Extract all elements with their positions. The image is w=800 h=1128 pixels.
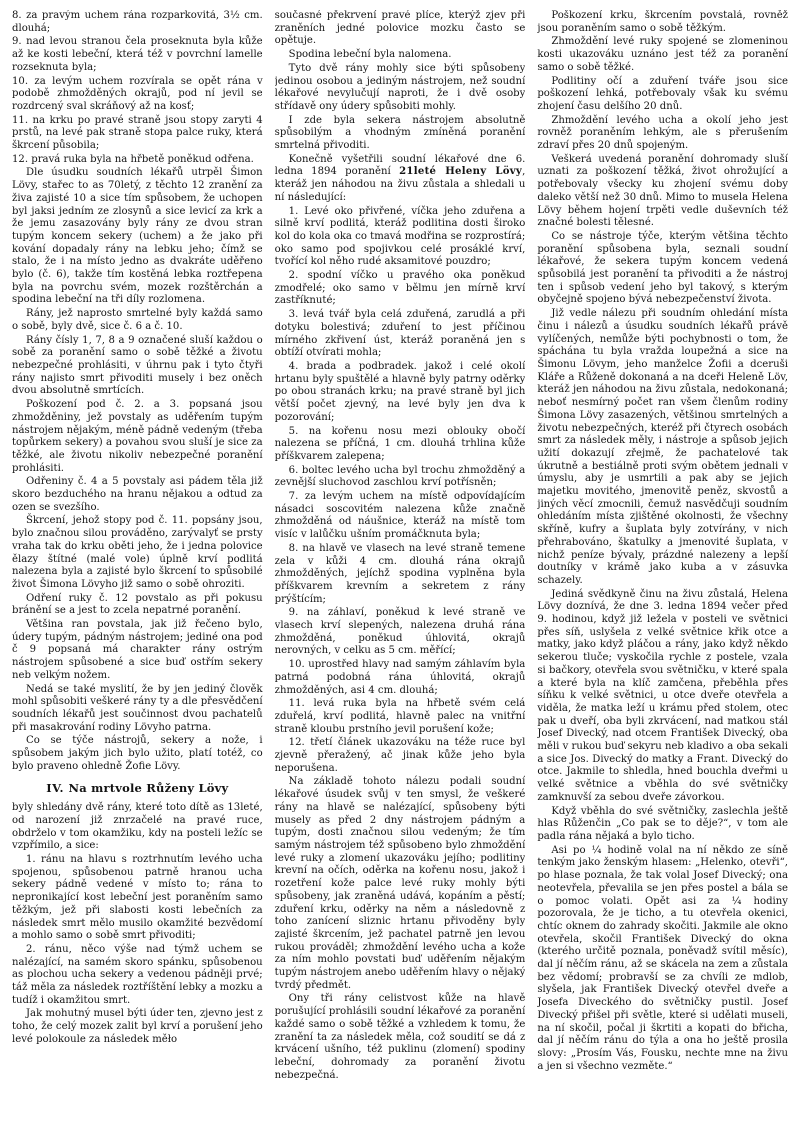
paragraph: Ony tři rány celistvost kůže na hlavě porušující prohlásili soudní lékařové za poranění každé samo o sobě těžké a vzhledem k tomu, že zranění ta za následek měla, což soudití se dá z krvácení ušního, též puklinu (zlomení) spodiny lebeční, dohromady za poranění životu nebezpečná. (274, 993, 526, 1081)
paragraph: současné překrvení pravé plíce, kterýž zjev při zraněních jedné polovice mozku často se opětuje. (274, 10, 526, 47)
victim-name: 21leté Heleny Lövy (399, 166, 523, 178)
paragraph: Tyto dvě rány mohly sice býti spůsobeny jedinou osobou a jediným nástrojem, než soudní lékařové nevylučují naproti, že i dvě osoby střídavě ony údery spůsobiti mohly. (274, 62, 526, 112)
paragraph: 1. ránu na hlavu s roztrhnutím levého ucha spojenou, spůsobenou patrně hranou ucha sekery pádně vedené v místo to; rána to nepronikající kost lebeční jest poraněním samo těžkým, jež při slabosti kosti lebečních za následek smrt mělo musilo okamžité bezvědomí a mohlo samo o sobě smrt přivoditi; (12, 854, 263, 942)
paragraph: Jediná svědkyně činu na živu zůstalá, Helena Lövy doznívá, že dne 3. ledna 1894 večer před 9. hodinou, když již ležela v posteli ve světnici přes síň, uslyšela z velké světnice křik otce a matky, jako když pláčou a rány, jako když někdo sekerou tluče; vyskočila rychle z postele, vzala si bačkory, otevřela svou světničku, v které spala a které byla na klíč zamčena, přeběhla přes síňku k velké světnici, u otce dveře otevřela a viděla, že matka leží u krámu před stolem, otec pak u dveří, oba byli zkrvácení, nad matkou stál Josef Divecký, nad otcem František Divecký, oba měli v rukou buď sekyru neb kladivo a oba sekali a sice Jos. Divecký do matky a Frant. Divecký do otce. Jakmile to shledla, hned bouchla dveřmi u velké světnice a vběhla do své světničky zamknuvší za sebou dveře závorkou. (537, 588, 788, 803)
paragraph: Když vběhla do své světničky, zaslechla ještě hlas Růženčin „Co pak se to děje?“, v tom ale padla rána nějaká a bylo ticho. (537, 805, 788, 842)
paragraph: Zhmoždění levého ucha a okolí jeho jest rovněž poraněním lehkým, ale s přerušením zdraví přes 20 dnů spojeným. (537, 114, 788, 152)
paragraph: 12. třetí článek ukazováku na téže ruce byl zjevně přeražený, ač jinak kůže jeho byla neporušena. (274, 737, 526, 774)
paragraph: 7. za levým uchem na místě odpovídajícím násadci soscovitém nalezena kůže značně zhmožděná od náušnice, kteráž na místě tom visíc v lalůčku ušním promáčknuta byla; (274, 491, 526, 541)
paragraph: Podlitiny očí a zduření tváře jsou sice poškození lehká, potřebovaly však ku svému zhojení času delšího 20 dnů. (537, 75, 788, 112)
paragraph: 2. ránu, něco výše nad týmž uchem se nalézající, na samém skoro spánku, spůsobenou as plochou ucha sekery a vedenou pádněji prvé; táž měla za následek roztříštění lebky a mozku a tudíž i okamžitou smrt. (12, 943, 263, 1006)
paragraph: I zde byla sekera nástrojem absolutně spůsobilým a vhodným zmíněná poranění smrtelná přivoditi. (274, 114, 526, 152)
paragraph: 10. uprostřed hlavy nad samým záhlavím byla patrná podobná rána úhlovitá, okrajů zhmožděných, asi 4 cm. dlouhá; (274, 659, 526, 696)
text-columns (12, 10, 788, 1120)
paragraph: 10. za levým uchem rozvírala se opět rána v podobě zhmožděných okrajů, pod ní jevil se rozdrcený sval skráňový až na kosť; (12, 75, 263, 112)
paragraph: Většina ran povstala, jak již řečeno bylo, údery tupým, pádným nástrojem; jediné ona pod č 9 popsaná má charakter rány ostrým nástrojem spůsobené a sice buď ostřím sekery neb velkým nožem. (12, 619, 263, 681)
text-span: Konečně vyšetřili soudní lékařové dne 6. ledna 1894 poranění (274, 153, 526, 178)
paragraph: 11. levá ruka byla na hřbetě svém celá zduřelá, krví podlitá, hlavně palec na vnitřní straně kloubu prstního jevil porušení kože; (274, 698, 526, 735)
text-span: , kteráž jen náhodou na živu zůstala a shledali u ní následující: (274, 166, 526, 203)
paragraph: byly shledány dvě rány, které toto dítě as 13leté, od narození již znrzačelé na pravé ruce, obdrželo v tom okamžiku, kdy na posteli ležíc se vzpřímilo, a sice: (12, 802, 263, 852)
paragraph: Jak mohutný musel býti úder ten, zjevno jest z toho, že celý mozek zalit byl krví a porušení jeho levé polokoule za následek měło (12, 1008, 263, 1045)
paragraph: 6. boltec levého ucha byl trochu zhmožděný a zevnější sluchovod zaschlou krví potřísněn; (274, 464, 526, 489)
paragraph: Na základě tohoto nálezu podali soudní lékařové úsudek svůj v ten smysl, že veškeré rány na hlavě se nalézající, spůsobeny býti musely as před 2 dny nástrojem pádným a tupým, dosti značnou silou vedeným; že tím samým nástrojem též spůsobeno bylo zhmoždění levé ruky a zlomení ukazováku jejího; podlitiny krevní na očích, oděrka na kořenu nosu, jakož i rozetření kože palce levé ruky mohly býti spůsobeny, jak zraněná udává, kopáním a pěstí; zduření krku, oděrky na něm a následovně z toho zanícení sliznic hrtanu přivoděny byly zajisté škrcením, jež pachatel patrně jen levou rukou prováděl; zhmoždění levého ucha a kože za ním mohlo povstati buď uděřením nějakým tupým nástrojem anebo uděřením hlavy o nějaký tvrdý předmět. (274, 776, 526, 991)
paragraph: Odření ruky č. 12 povstalo as při pokusu bránění se a jest to zcela nepatrné poranění. (12, 592, 263, 617)
paragraph: 8. na hlavě ve vlasech na levé straně temene zela v kůži 4 cm. dlouhá rána okrajů zhmožděných, jejíchž spodina vyplněna byla příškvarem krevním a sekretem z rány prýštícím; (274, 542, 526, 605)
paragraph: Odřeniny č. 4 a 5 povstaly asi pádem těla již skoro bezduchého na hranu nějakou a odtud za ozen se svezšího. (12, 476, 263, 513)
paragraph: Dle úsudku soudních lékařů utrpěl Šimon Lövy, stařec to as 70letý, z těchto 12 zranění za živa zajisté 10 a sice tím spůsobem, že uchopen byl jaksi jedním ze zlosynů a sice levicí za krk a že jemu zasazovány byly rány ze dvou stran tupým koncem sekery (uchem) a že jako při kování dopadaly rány na lebku jeho; čímž se stalo, že i na místo jedno as dvakráte uděřeno bylo (č. 6), takže tím kostěná lebka roztřepena byla na povrchu svém, mozek rozštěrchán a spodina lebeční na tři díly rozlomena. (12, 167, 263, 306)
paragraph: 11. na krku po pravé straně jsou stopy zaryti 4 prstů, na levé pak straně stopa palce ruky, která škrcení působila; (12, 114, 263, 152)
paragraph: Zhmoždění levé ruky spojené se zlomeninou kosti ukazováku uznáno jest též za poranění samo o sobě těžké. (537, 36, 788, 73)
section-heading (12, 782, 263, 795)
paragraph (275, 154, 526, 205)
paragraph: 8. za pravým uchem rána rozparkovitá, 3½ cm. dlouhá; (12, 10, 263, 34)
paragraph: Poškození pod č. 2. a 3. popsaná jsou zhmožděniny, jež povstaly as uděřením tupým nástrojem nějakým, méně pádně vedeným (třeba topůrkem sekery) a povahou svou sluší je sice za těžké, ale životu nikoliv nebezpečné poranění prohlásiti. (12, 399, 263, 474)
paragraph: Poškození krku, škrcením povstalá, rovněž jsou poraněním samo o sobě těžkým. (537, 10, 788, 34)
section-number: IV. (46, 781, 65, 796)
paragraph: 12. pravá ruka byla na hřbetě poněkud odřena. (12, 153, 254, 165)
paragraph: 9. na záhlaví, poněkud k levé straně ve vlasech krví slepených, nalezena druhá rána zhmožděná, poněkud úhlovitá, okrajů nerovných, v celku as 5 cm. měřící; (274, 607, 526, 657)
paragraph: 5. na kořenu nosu mezi oblouky obočí nalezena se příčná, 1 cm. dlouhá trhlina kůže příškvarem zalepena; (274, 425, 526, 462)
section-title: Na mrtvole Růženy Lövy (68, 781, 229, 796)
paragraph: Co se týče nástrojů, sekery a nože, i spůsobem jakým jich bylo užito, platí totéž, co bylo praveno ohledně Žofie Lövy. (12, 735, 263, 772)
paragraph: 3. levá tvář byla celá zduřená, zarudlá a při dotyku bolestivá; zduření to jest příčinou mírného zkřivení úst, kteráž poraněná jen s obtíží otvírati mohla; (274, 309, 526, 359)
paragraph: Rány čísly 1, 7, 8 a 9 označené sluší každou o sobě za poranění samo o sobě těžké a životu nebezpečné prohlásiti, v úhrnu pak i tyto čtyři rány najisto smrt přivoditi musely i bez oněch dvou absolutně smrtících. (12, 334, 263, 397)
paragraph: Nedá se také myslití, že by jen jediný člověk mohl spůsobiti veškeré rány ty a dle přesvědčení soudních lékařů jest součinnost dvou pachatelů při masakrování rodiny Lövyho patrna. (12, 683, 263, 733)
paragraph: Veškerá uvedená poranění dohromady sluší uznati za poškození těžká, život ohrožující a potřebovaly všecky ku zhojení svému doby daleko větší než 30 dnů. Mimo to musela Helena Lövy během hojení trpěti vedle duševních též značné bolesti tělesné. (537, 153, 788, 229)
paragraph: 2. spodní víčko u pravého oka poněkud zmodřelé; oko samo v bělmu jen mírně krví zastříknuté; (274, 270, 526, 307)
paragraph: 4. brada a podbradek. jakož i celé okolí hrtanu byly spuštělé a hlavně byly patrny oděrky po obou stranách krku; na pravé straně byl jich větší počet zjevný, na levé byly jen dva k pozorování; (274, 360, 526, 423)
paragraph: Asi po ¼ hodině volal na ní někdo ze síně tenkým jako ženským hlasem: „Helenko, otevři“, po hlase poznala, že tak volal Josef Divecký; ona neotevřela, převalila se jen přes postel a bála se o pomoc volati. Opět asi za ¼ hodiny pozorovala, že je ticho, a tu otevřela okenici, chtíc oknem do zahrady skočiti. Jakmile ale okno otevřela, skočil František Divecký do okna (kterého určitě poznala, poněvadž svítil měsíc), dal jí něčím ránu, až se skácela na zem a zůstala bez vědomí; probravší se za chvíli ze mdlob, slyšela, jak František Divecký otevřel dveře a Josefa Diveckého do světničky pustil. Josef Divecký přišel při světle, které si udělati museli, na ní skočil, počal ji škrtiti a kopati do břicha, dal jí něčím ránu do týla a ona ho ještě prosila slovy: „Prosím Vás, Fousku, nechte mne na živu a jen si všechno vezměte.“ (537, 844, 788, 1072)
column-1 (12, 10, 263, 1120)
column-2 (275, 10, 526, 1120)
paragraph: Škrcení, jehož stopy pod č. 11. popsány jsou, bylo značnou silou prováděno, zarývalyť se prsty vraha tak do krku oběti jeho, že i jedna polovice ělazy štítné (malé vole) úplně krví podlitá nalezena byla a zajisté bylo škrcení to spůsobilé život Šimona Lövyho již samo o sobě ohroziti. (12, 515, 263, 590)
paragraph: Spodina lebeční byla nalomena. (288, 49, 452, 61)
paragraph: Již vedle nálezu při soudním ohledání místa činu i nálezů a úsudku soudních lékařů právě vylíčených, nemůže býti pochybnosti o tom, že spáchána tu byla vražda loupežná a sice na Šimonu Lövym, jeho manželce Žofii a dceruši Kláře a Růženě dokonaná a na dceři Heleně Löv, kteráž jen náhodou na živu zůstala, nedokonaná; neboť nesmírný počet ran všem členům rodiny Šimona Lövy zasazených, většinou smrtelných a životu nebezpečných, kteréž při čtyrech osobách smrt za následek měly, i nástroje a spůsob jejich užití dokazují zřejmě, že pachatelové tak úkrutně a bestiálně proti svým obětem jednali v úmyslu, aby je usmrtili a pak aby se jejich majetku movitého, jmenovitě peněz, skvostů a jiných věcí zmocnili, čemuž nasvědčuji soudním ohledáním místa zjištěné okolnosti, že všechny skříně, kufry a šuplata byly zotvírány, v nich přehrabováno, škatulky a jmenovité šuplata, v nichž peníze bývaly, prázdné nalezeny a lepší doutníky v krámě jako kuba a v zásuvka schazely. (537, 308, 788, 586)
paragraph: 1. Levé oko přivřené, víčka jeho zduřena a silně krví podlitá, kteráž podlitina dosti široko kol do kola oka co tmavá modřina se rozprostírá; oko samo pod spojivkou celé prosáklé krví, tvořící kol něho rudé aksamitové pouzdro; (274, 205, 526, 268)
paragraph: Co se nástroje týče, kterým většina těchto poranění spůsobena byla, seznali soudní lékařové, že sekera tupým koncem vedená spůsobilá jest poranění ta přivoditi a že nástroj ten i spůsob vedení jeho byl takový, s kterým obyčejně spojeno bývá nebezpečenství života. (537, 230, 788, 306)
paragraph: Rány, jež naprosto smrtelné byly každá samo o sobě, byly dvě, sice č. 6 a č. 10. (12, 308, 263, 332)
paragraph: 9. nad levou stranou čela proseknuta byla kůže až ke kosti lebeční, která též v povrchní lamelle rozseknuta byla; (12, 36, 263, 73)
column-3 (537, 10, 788, 1120)
